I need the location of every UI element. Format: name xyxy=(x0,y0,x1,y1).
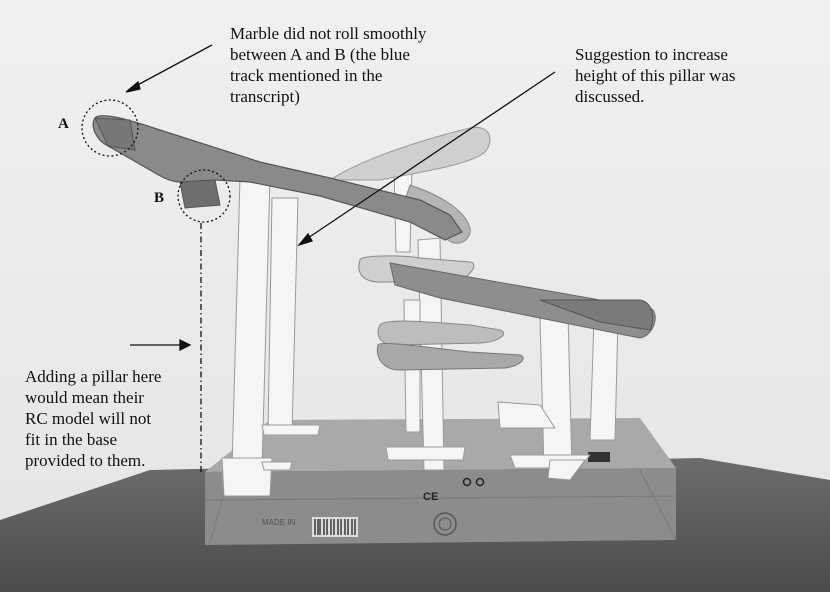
pillar-right xyxy=(540,316,572,468)
barcode xyxy=(312,517,358,537)
base-side-text: MADE IN xyxy=(262,518,296,527)
point-a-label: A xyxy=(58,116,69,132)
point-b-label: B xyxy=(154,190,165,206)
marble-note: Marble did not roll smoothly between A and B (the blue track mentioned in the transcript) xyxy=(230,24,427,106)
ce-mark: CE xyxy=(423,491,439,503)
base-fit-note: Adding a pillar here would mean their RC model will not fit in the base provided to them. xyxy=(25,367,162,470)
pillar-far-right xyxy=(590,318,618,440)
pillar-height-note: Suggestion to increase height of this pillar was discussed. xyxy=(575,45,736,106)
